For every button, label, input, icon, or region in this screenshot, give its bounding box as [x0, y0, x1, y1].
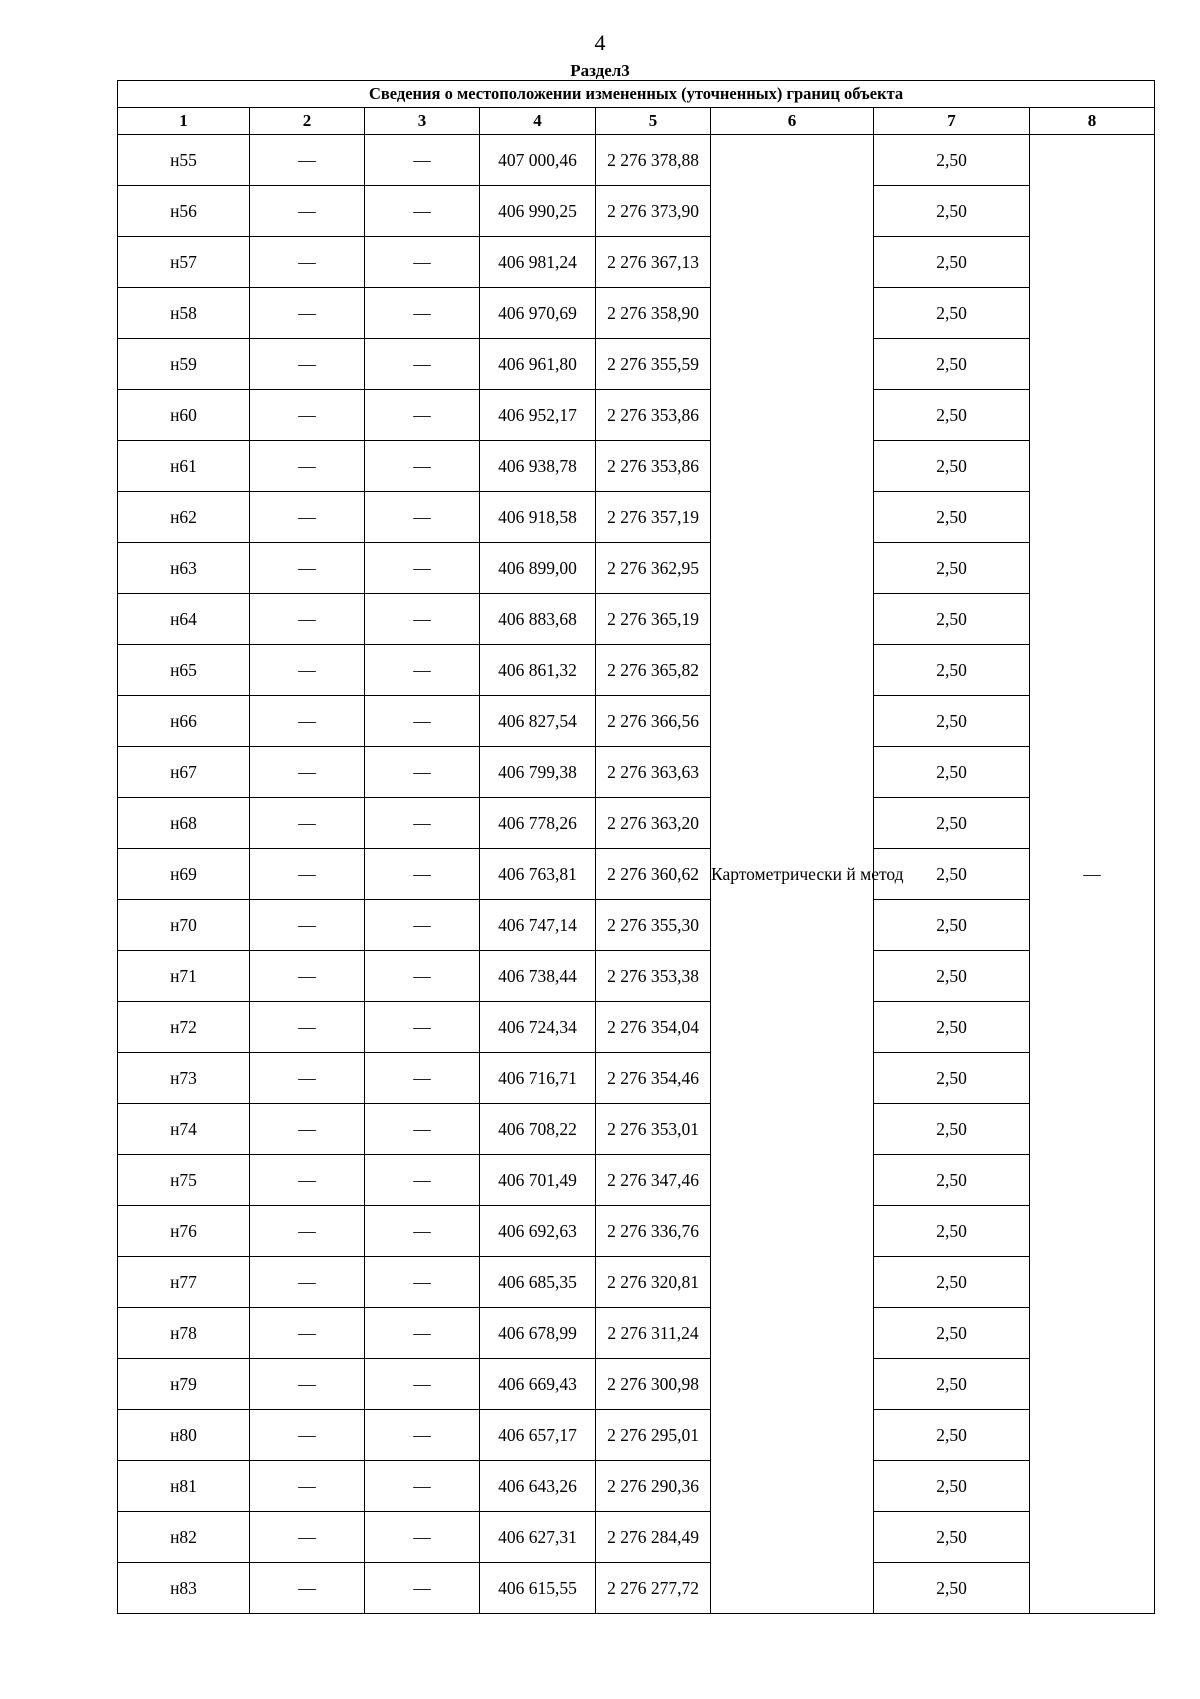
y-coordinate-cell: 2 276 320,81 [596, 1257, 711, 1308]
column-3-cell: — [365, 339, 480, 390]
column-2-cell: — [250, 696, 365, 747]
column-3-cell: — [365, 1002, 480, 1053]
column-2-cell: — [250, 1563, 365, 1614]
point-name-cell: н72 [118, 1002, 250, 1053]
table-caption: Сведения о местоположении измененных (уточненных) границ объекта [118, 81, 1155, 108]
boundary-coordinates-table [117, 80, 1155, 1614]
y-coordinate-cell: 2 276 357,19 [596, 492, 711, 543]
table-row [118, 1359, 1155, 1410]
x-coordinate-cell: 406 708,22 [480, 1104, 596, 1155]
column-number-2: 2 [250, 108, 365, 135]
column-3-cell: — [365, 1410, 480, 1461]
x-coordinate-cell: 406 678,99 [480, 1308, 596, 1359]
column-2-cell: — [250, 543, 365, 594]
column-3-cell: — [365, 492, 480, 543]
column-3-cell: — [365, 1257, 480, 1308]
method-cell: Картометрически й метод [711, 135, 874, 1614]
y-coordinate-cell: 2 276 378,88 [596, 135, 711, 186]
x-coordinate-cell: 406 747,14 [480, 900, 596, 951]
column-3-cell: — [365, 951, 480, 1002]
column-2-cell: — [250, 1461, 365, 1512]
column-2-cell: — [250, 288, 365, 339]
precision-cell: 2,50 [874, 1002, 1030, 1053]
y-coordinate-cell: 2 276 363,20 [596, 798, 711, 849]
precision-cell: 2,50 [874, 1461, 1030, 1512]
precision-cell: 2,50 [874, 339, 1030, 390]
precision-cell: 2,50 [874, 696, 1030, 747]
table-row [118, 288, 1155, 339]
precision-cell: 2,50 [874, 1308, 1030, 1359]
column-3-cell: — [365, 594, 480, 645]
y-coordinate-cell: 2 276 290,36 [596, 1461, 711, 1512]
table-row [118, 1410, 1155, 1461]
point-name-cell: н67 [118, 747, 250, 798]
column-2-cell: — [250, 798, 365, 849]
table-row [118, 1053, 1155, 1104]
y-coordinate-cell: 2 276 347,46 [596, 1155, 711, 1206]
y-coordinate-cell: 2 276 373,90 [596, 186, 711, 237]
table-row [118, 645, 1155, 696]
column-3-cell: — [365, 237, 480, 288]
point-name-cell: н65 [118, 645, 250, 696]
table-row [118, 594, 1155, 645]
column-3-cell: — [365, 186, 480, 237]
column-2-cell: — [250, 747, 365, 798]
table-row [118, 1002, 1155, 1053]
column-2-cell: — [250, 186, 365, 237]
table-row [118, 1461, 1155, 1512]
column-3-cell: — [365, 1155, 480, 1206]
precision-cell: 2,50 [874, 237, 1030, 288]
y-coordinate-cell: 2 276 358,90 [596, 288, 711, 339]
point-name-cell: н69 [118, 849, 250, 900]
column-3-cell: — [365, 441, 480, 492]
x-coordinate-cell: 406 701,49 [480, 1155, 596, 1206]
column-number-3: 3 [365, 108, 480, 135]
column-3-cell: — [365, 645, 480, 696]
column-number-7: 7 [874, 108, 1030, 135]
column-2-cell: — [250, 1308, 365, 1359]
column-2-cell: — [250, 237, 365, 288]
column-number-1: 1 [118, 108, 250, 135]
x-coordinate-cell: 406 627,31 [480, 1512, 596, 1563]
precision-cell: 2,50 [874, 951, 1030, 1002]
point-name-cell: н55 [118, 135, 250, 186]
column-2-cell: — [250, 594, 365, 645]
y-coordinate-cell: 2 276 353,86 [596, 390, 711, 441]
x-coordinate-cell: 406 827,54 [480, 696, 596, 747]
x-coordinate-cell: 406 883,68 [480, 594, 596, 645]
y-coordinate-cell: 2 276 354,46 [596, 1053, 711, 1104]
point-name-cell: н83 [118, 1563, 250, 1614]
table-row [118, 1206, 1155, 1257]
y-coordinate-cell: 2 276 365,82 [596, 645, 711, 696]
x-coordinate-cell: 406 990,25 [480, 186, 596, 237]
table-row [118, 1155, 1155, 1206]
column-2-cell: — [250, 1410, 365, 1461]
precision-cell: 2,50 [874, 186, 1030, 237]
column-3-cell: — [365, 390, 480, 441]
table-row [118, 747, 1155, 798]
precision-cell: 2,50 [874, 135, 1030, 186]
precision-cell: 2,50 [874, 1512, 1030, 1563]
y-coordinate-cell: 2 276 355,30 [596, 900, 711, 951]
y-coordinate-cell: 2 276 336,76 [596, 1206, 711, 1257]
point-name-cell: н82 [118, 1512, 250, 1563]
y-coordinate-cell: 2 276 367,13 [596, 237, 711, 288]
table-body [118, 135, 1155, 1614]
y-coordinate-cell: 2 276 311,24 [596, 1308, 711, 1359]
point-name-cell: н58 [118, 288, 250, 339]
section-title: Раздел3 [570, 61, 630, 80]
x-coordinate-cell: 406 970,69 [480, 288, 596, 339]
precision-cell: 2,50 [874, 390, 1030, 441]
precision-cell: 2,50 [874, 1104, 1030, 1155]
y-coordinate-cell: 2 276 353,86 [596, 441, 711, 492]
y-coordinate-cell: 2 276 353,38 [596, 951, 711, 1002]
column-2-cell: — [250, 1206, 365, 1257]
x-coordinate-cell: 406 861,32 [480, 645, 596, 696]
table-row [118, 798, 1155, 849]
x-coordinate-cell: 406 724,34 [480, 1002, 596, 1053]
precision-cell: 2,50 [874, 1359, 1030, 1410]
y-coordinate-cell: 2 276 362,95 [596, 543, 711, 594]
y-coordinate-cell: 2 276 354,04 [596, 1002, 711, 1053]
table-row [118, 1512, 1155, 1563]
column-2-cell: — [250, 492, 365, 543]
page-number: 4 [594, 30, 606, 55]
precision-cell: 2,50 [874, 645, 1030, 696]
y-coordinate-cell: 2 276 295,01 [596, 1410, 711, 1461]
y-coordinate-cell: 2 276 363,63 [596, 747, 711, 798]
table-row [118, 237, 1155, 288]
table-row [118, 492, 1155, 543]
table-row [118, 849, 1155, 900]
y-coordinate-cell: 2 276 365,19 [596, 594, 711, 645]
x-coordinate-cell: 406 799,38 [480, 747, 596, 798]
x-coordinate-cell: 406 763,81 [480, 849, 596, 900]
table-row [118, 135, 1155, 186]
column-3-cell: — [365, 1053, 480, 1104]
x-coordinate-cell: 406 918,58 [480, 492, 596, 543]
point-name-cell: н64 [118, 594, 250, 645]
precision-cell: 2,50 [874, 543, 1030, 594]
point-name-cell: н63 [118, 543, 250, 594]
precision-cell: 2,50 [874, 798, 1030, 849]
table-row [118, 390, 1155, 441]
column-2-cell: — [250, 135, 365, 186]
x-coordinate-cell: 406 938,78 [480, 441, 596, 492]
column-3-cell: — [365, 1104, 480, 1155]
column-3-cell: — [365, 135, 480, 186]
column-3-cell: — [365, 747, 480, 798]
table-row [118, 1104, 1155, 1155]
column-3-cell: — [365, 696, 480, 747]
precision-cell: 2,50 [874, 747, 1030, 798]
precision-cell: 2,50 [874, 441, 1030, 492]
y-coordinate-cell: 2 276 360,62 [596, 849, 711, 900]
precision-cell: 2,50 [874, 288, 1030, 339]
point-name-cell: н57 [118, 237, 250, 288]
y-coordinate-cell: 2 276 353,01 [596, 1104, 711, 1155]
precision-cell: 2,50 [874, 849, 1030, 900]
x-coordinate-cell: 407 000,46 [480, 135, 596, 186]
point-name-cell: н71 [118, 951, 250, 1002]
point-name-cell: н59 [118, 339, 250, 390]
x-coordinate-cell: 406 778,26 [480, 798, 596, 849]
column-2-cell: — [250, 441, 365, 492]
column-3-cell: — [365, 1512, 480, 1563]
point-name-cell: н78 [118, 1308, 250, 1359]
column-2-cell: — [250, 1155, 365, 1206]
column-2-cell: — [250, 951, 365, 1002]
x-coordinate-cell: 406 981,24 [480, 237, 596, 288]
x-coordinate-cell: 406 961,80 [480, 339, 596, 390]
table-row [118, 1563, 1155, 1614]
y-coordinate-cell: 2 276 366,56 [596, 696, 711, 747]
table-row [118, 900, 1155, 951]
table-row [118, 543, 1155, 594]
column-2-cell: — [250, 339, 365, 390]
column-3-cell: — [365, 1308, 480, 1359]
precision-cell: 2,50 [874, 1206, 1030, 1257]
point-name-cell: н73 [118, 1053, 250, 1104]
point-name-cell: н76 [118, 1206, 250, 1257]
column-3-cell: — [365, 798, 480, 849]
column-3-cell: — [365, 1461, 480, 1512]
x-coordinate-cell: 406 657,17 [480, 1410, 596, 1461]
precision-cell: 2,50 [874, 1155, 1030, 1206]
column-number-6: 6 [711, 108, 874, 135]
point-name-cell: н68 [118, 798, 250, 849]
table-row [118, 339, 1155, 390]
x-coordinate-cell: 406 643,26 [480, 1461, 596, 1512]
column-2-cell: — [250, 900, 365, 951]
point-name-cell: н60 [118, 390, 250, 441]
column-2-cell: — [250, 1359, 365, 1410]
table-row [118, 186, 1155, 237]
point-name-cell: н75 [118, 1155, 250, 1206]
point-name-cell: н70 [118, 900, 250, 951]
column-2-cell: — [250, 645, 365, 696]
precision-cell: 2,50 [874, 1410, 1030, 1461]
column-8-cell: — [1030, 135, 1155, 1614]
point-name-cell: н81 [118, 1461, 250, 1512]
table-row [118, 1257, 1155, 1308]
y-coordinate-cell: 2 276 355,59 [596, 339, 711, 390]
column-3-cell: — [365, 849, 480, 900]
column-3-cell: — [365, 900, 480, 951]
column-number-row [118, 108, 1155, 135]
precision-cell: 2,50 [874, 900, 1030, 951]
x-coordinate-cell: 406 685,35 [480, 1257, 596, 1308]
point-name-cell: н80 [118, 1410, 250, 1461]
column-2-cell: — [250, 1053, 365, 1104]
y-coordinate-cell: 2 276 284,49 [596, 1512, 711, 1563]
x-coordinate-cell: 406 692,63 [480, 1206, 596, 1257]
column-3-cell: — [365, 288, 480, 339]
column-2-cell: — [250, 1002, 365, 1053]
column-3-cell: — [365, 543, 480, 594]
point-name-cell: н77 [118, 1257, 250, 1308]
column-2-cell: — [250, 849, 365, 900]
column-2-cell: — [250, 1104, 365, 1155]
precision-cell: 2,50 [874, 1257, 1030, 1308]
column-2-cell: — [250, 1257, 365, 1308]
table-row [118, 696, 1155, 747]
x-coordinate-cell: 406 738,44 [480, 951, 596, 1002]
point-name-cell: н66 [118, 696, 250, 747]
column-number-8: 8 [1030, 108, 1155, 135]
x-coordinate-cell: 406 669,43 [480, 1359, 596, 1410]
table-row [118, 951, 1155, 1002]
x-coordinate-cell: 406 716,71 [480, 1053, 596, 1104]
column-2-cell: — [250, 1512, 365, 1563]
y-coordinate-cell: 2 276 300,98 [596, 1359, 711, 1410]
point-name-cell: н56 [118, 186, 250, 237]
precision-cell: 2,50 [874, 492, 1030, 543]
precision-cell: 2,50 [874, 1053, 1030, 1104]
point-name-cell: н74 [118, 1104, 250, 1155]
point-name-cell: н61 [118, 441, 250, 492]
point-name-cell: н79 [118, 1359, 250, 1410]
y-coordinate-cell: 2 276 277,72 [596, 1563, 711, 1614]
x-coordinate-cell: 406 899,00 [480, 543, 596, 594]
table-row [118, 441, 1155, 492]
table-row [118, 1308, 1155, 1359]
column-3-cell: — [365, 1563, 480, 1614]
column-3-cell: — [365, 1359, 480, 1410]
column-number-5: 5 [596, 108, 711, 135]
precision-cell: 2,50 [874, 1563, 1030, 1614]
precision-cell: 2,50 [874, 594, 1030, 645]
x-coordinate-cell: 406 615,55 [480, 1563, 596, 1614]
point-name-cell: н62 [118, 492, 250, 543]
column-number-4: 4 [480, 108, 596, 135]
x-coordinate-cell: 406 952,17 [480, 390, 596, 441]
column-2-cell: — [250, 390, 365, 441]
column-3-cell: — [365, 1206, 480, 1257]
